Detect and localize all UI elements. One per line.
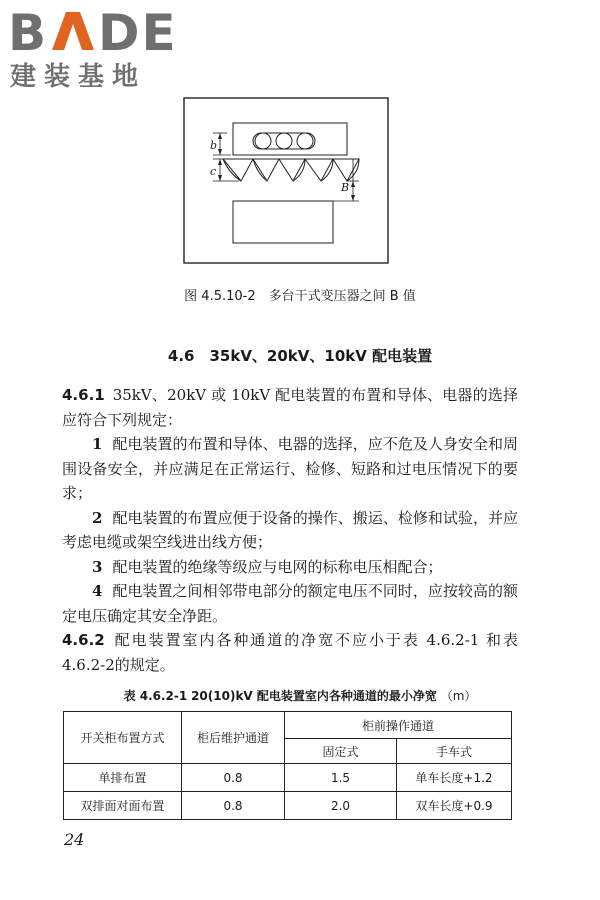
item-text: 配电装置的绝缘等级应与电网的标称电压相配合；: [112, 557, 443, 576]
clause-text: 35kV、20kV 或 10kV 配电装置的布置和导体、电器的选择应符合下列规定：: [62, 386, 518, 429]
table-number: 表 4.6.2-1: [123, 689, 188, 703]
cell-cart: 单车长度+1.2: [397, 764, 512, 792]
transformer-coil: [297, 133, 313, 149]
aisle-width-table: [63, 711, 512, 820]
clause-4-6-2: [62, 628, 518, 677]
door-swing-arcs: [223, 159, 359, 181]
logo-wordmark-graphic: [8, 6, 178, 58]
dimension-B-label: B: [341, 181, 350, 194]
table-caption: 20(10)kV 配电装置室内各种通道的最小净宽: [191, 689, 437, 703]
header-front-aisle: 柜前操作通道: [285, 712, 512, 739]
item-number: 3: [92, 557, 103, 576]
list-item: [62, 579, 518, 628]
brand-logo: [8, 6, 188, 96]
logo-wordmark: [8, 6, 178, 67]
cell-rear: 0.8: [182, 764, 285, 792]
cell-cart: 双车长度+0.9: [397, 792, 512, 820]
lower-transformer-enclosure: [233, 201, 333, 243]
svg-text:B: B: [8, 6, 49, 58]
table-unit: （m）: [440, 689, 477, 703]
clause-number: 4.6.1: [62, 386, 105, 404]
page-number: 24: [64, 830, 85, 849]
list-item: [62, 555, 518, 580]
figure-caption: 图 4.5.10-2 多台干式变压器之间 B 值: [184, 289, 416, 304]
cell-fixed: 2.0: [285, 792, 397, 820]
cell-rear: 0.8: [182, 792, 285, 820]
item-text: 配电装置的布置和导体、电器的选择，应不危及人身安全和周围设备安全，并应满足在正常运行、检修、短路和过电压情况下的要求；: [62, 435, 518, 502]
logo-subtitle: 建装基地: [10, 62, 147, 92]
header-rear-aisle: 柜后维护通道: [182, 712, 285, 764]
dimension-c-label: c: [210, 165, 217, 178]
transformer-figure: [183, 97, 389, 264]
item-text: 配电装置之间相邻带电部分的额定电压不同时，应按较高的额定电压确定其安全净距。: [62, 582, 518, 625]
clause-text: 配电装置室内各种通道的净宽不应小于表 4.6.2-1 和表 4.6.2-2的规定。: [62, 631, 518, 674]
header-layout: 开关柜布置方式: [64, 712, 182, 764]
svg-text:DE: DE: [98, 6, 178, 58]
list-item: [62, 506, 518, 555]
transformer-coil: [276, 133, 292, 149]
list-item: [62, 432, 518, 506]
table-title: [0, 687, 600, 704]
header-cart: 手车式: [397, 739, 512, 764]
item-number: 2: [92, 508, 103, 527]
table-row: [64, 792, 512, 820]
item-number: 1: [92, 435, 103, 453]
section-title: 4.6 35kV、20kV、10kV 配电装置: [167, 347, 433, 365]
cell-layout: 双排面对面布置: [64, 792, 182, 820]
clause-4-6-1: [62, 383, 518, 432]
header-fixed: 固定式: [285, 739, 397, 764]
dimension-b-label: b: [210, 139, 218, 152]
clause-number: 4.6.2: [62, 631, 105, 649]
body-text: [62, 383, 518, 677]
item-text: 配电装置的布置应便于设备的操作、搬运、检修和试验，并应考虑电缆或架空线进出线方便；: [62, 508, 518, 551]
transformer-diagram: [183, 97, 389, 264]
transformer-coil: [255, 133, 271, 149]
cell-layout: 单排布置: [64, 764, 182, 792]
item-number: 4: [92, 582, 103, 600]
table-row: [64, 764, 512, 792]
cell-fixed: 1.5: [285, 764, 397, 792]
